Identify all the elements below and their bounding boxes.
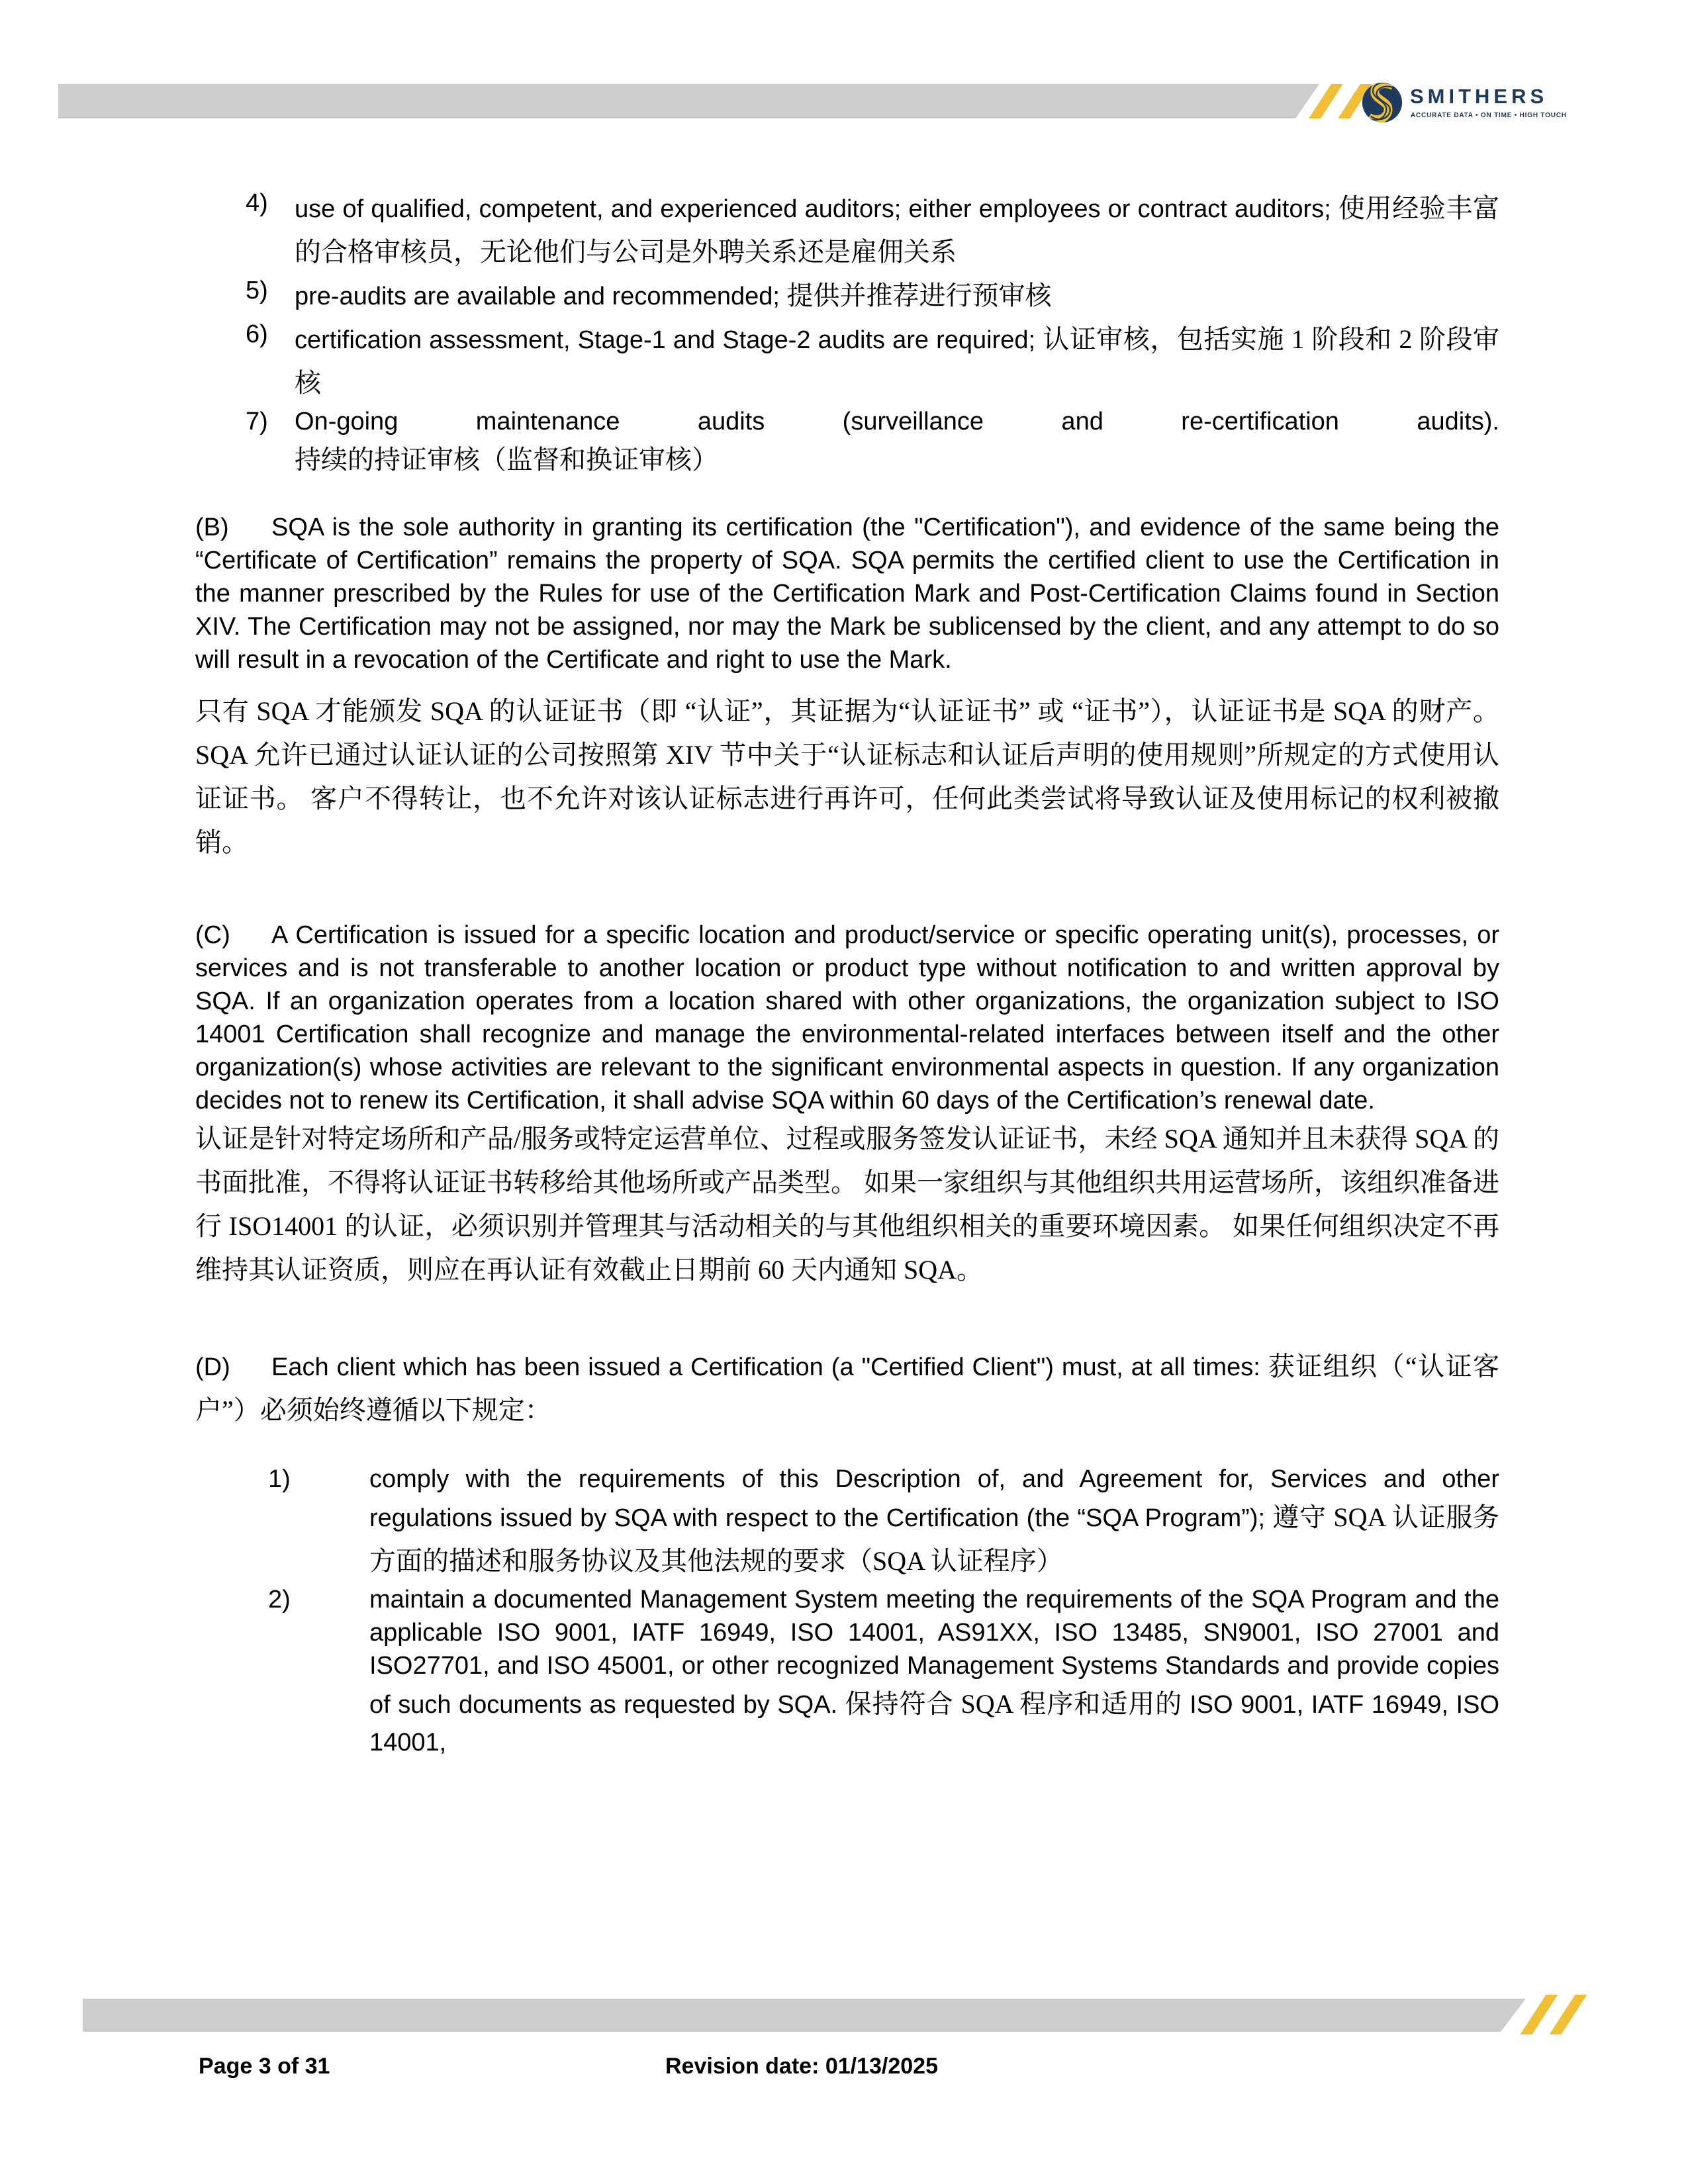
paragraph-text: A Certification is issued for a specific location and product/service or specific operating unit(s), processes, or services and is not transferable to another location or product type without notification to and written approval by SQA. If an organization operates from a location shared with other organizations, the organization subject to ISO 14001 Certification shall recognize and manage the environmental-related interfaces between itself and the other organization(s) whose activities are relevant to the significant environmental aspects in question. If any organization decides not to renew its Certification, it shall advise SQA within 60 days of the Certification’s renewal date. (195, 921, 1499, 1115)
footer-slash-icon (1550, 1995, 1587, 2034)
paragraph-label: (B) (195, 514, 229, 541)
list-item-4 (195, 187, 1499, 274)
list-item-number: 5) (246, 277, 268, 304)
paragraph-c-en (195, 919, 1499, 1117)
paragraph-label: (C) (195, 921, 230, 949)
list-item-text-zh: 使用经验丰富的合格审核员，无论他们与公司是外聘关系还是雇佣关系 (295, 193, 1500, 267)
list-item-text-en: On-going maintenance audits (surveillance and re-certification audits). (295, 408, 1499, 435)
list-item-text-en: use of qualified, competent, and experienced auditors; either employees or contract auditors; (295, 195, 1338, 223)
paragraph-label: (D) (195, 1353, 230, 1381)
list-item-5 (195, 274, 1499, 318)
list-item-number: 2) (268, 1586, 291, 1614)
list-item-7 (195, 405, 1499, 482)
sub-list-item-2 (195, 1583, 1499, 1759)
header-gray-bar (58, 84, 1319, 118)
sub-list-item-1 (195, 1463, 1499, 1583)
paragraph-b-zh: 只有 SQA 才能颁发 SQA 的认证证书（即 “认证”，其证据为“认证证书” 或 “证书”），认证证书是 SQA 的财产。SQA 允许已通过认证认证的公司按照第 XIV 节中关于“认证标志和认证后声明的使用规则”所规定的方式使用认证证书。 客户不得转让，也不允许对该认证标志进行再许可，任何此类尝试将导致认证及使用标记的权利被撤销。 (195, 696, 1499, 857)
list-item-text-en: comply with the requirements of this Description of, and Agreement for, Services and other regulations issued by SQA with respect to the Certification (the “SQA Program”); (369, 1465, 1499, 1532)
list-item-text-en: pre-audits are available and recommended; (295, 283, 787, 310)
list-item-6 (195, 318, 1499, 405)
brand-tagline: ACCURATE DATA • ON TIME • HIGH TOUCH (1411, 112, 1567, 119)
footer-gray-bar (83, 1999, 1526, 2032)
smithers-logo-icon (1362, 82, 1403, 123)
list-item-number: 7) (246, 408, 268, 435)
paragraph-text-en: Each client which has been issued a Certification (a "Certified Client") must, at all times: (271, 1353, 1268, 1381)
list-item-text-zh: 提供并推荐进行预审核 (786, 281, 1052, 310)
list-item-text-zh: 保持符合 SQA 程序和适用的 (845, 1689, 1190, 1719)
document-body (195, 187, 1499, 1759)
brand-name: SMITHERS (1410, 85, 1548, 108)
paragraph-text-zh: 获证组织（“认证客户”）必须始终遵循以下规定： (195, 1351, 1499, 1425)
list-item-number: 6) (246, 320, 268, 348)
revision-date: Revision date: 01/13/2025 (665, 2054, 939, 2079)
paragraph-b-en (195, 511, 1499, 676)
list-item-text-en: maintain a documented Management System meeting the requirements of the SQA Program and the applicable ISO 9001, IATF 16949, ISO 14001, AS91XX, ISO 13485, SN9001, ISO 27001 and ISO27701, and ISO 45001, or other recognized Management Systems Standards and provide copies of such documents as requested by SQA. (369, 1586, 1499, 1719)
paragraph-text: SQA is the sole authority in granting its certification (the "Certification"), and evidence of the same being the “Certificate of Certification” remains the property of SQA. SQA permits the certified client to use the Certification in the manner prescribed by the Rules for use of the Certification Mark and Post-Certification Claims found in Section XIV. The Certification may not be assigned, nor may the Mark be sublicensed by the client, and any attempt to do so will result in a revocation of the Certificate and right to use the Mark. (195, 514, 1499, 674)
paragraph-d (195, 1345, 1499, 1432)
list-item-text-zh: 认证审核，包括实施 1 阶段和 2 阶段审核 (295, 324, 1500, 398)
page-number: Page 3 of 31 (199, 2054, 330, 2079)
list-item-text-en: certification assessment, Stage-1 and Stage-2 audits are required; (295, 326, 1043, 354)
list-item-number: 4) (246, 189, 268, 217)
list-item-number: 1) (268, 1465, 291, 1493)
list-item-text-zh: 持续的持证审核（监督和换证审核） (295, 445, 718, 475)
list-item-text-en2: ISO 9001, IATF 16949, ISO 14001, (369, 1691, 1499, 1756)
paragraph-c-zh: 认证是针对特定场所和产品/服务或特定运营单位、过程或服务签发认证证书，未经 SQA 通知并且未获得 SQA 的书面批准，不得将认证证书转移给其他场所或产品类型。 如果一家组织与其他组织共用运营场所，该组织准备进行 ISO14001 的认证，必须识别并管理其与活动相关的与其他组织相关的重要环境因素。 如果任何组织决定不再维持其认证资质，则应在再认证有效截止日期前 60 天内通知 SQA。 (195, 1124, 1499, 1285)
sub-list (195, 1463, 1499, 1759)
list-item-text-zh: 遵守 SQA 认证服务方面的描述和服务协议及其他法规的要求（SQA 认证程序） (369, 1502, 1500, 1576)
